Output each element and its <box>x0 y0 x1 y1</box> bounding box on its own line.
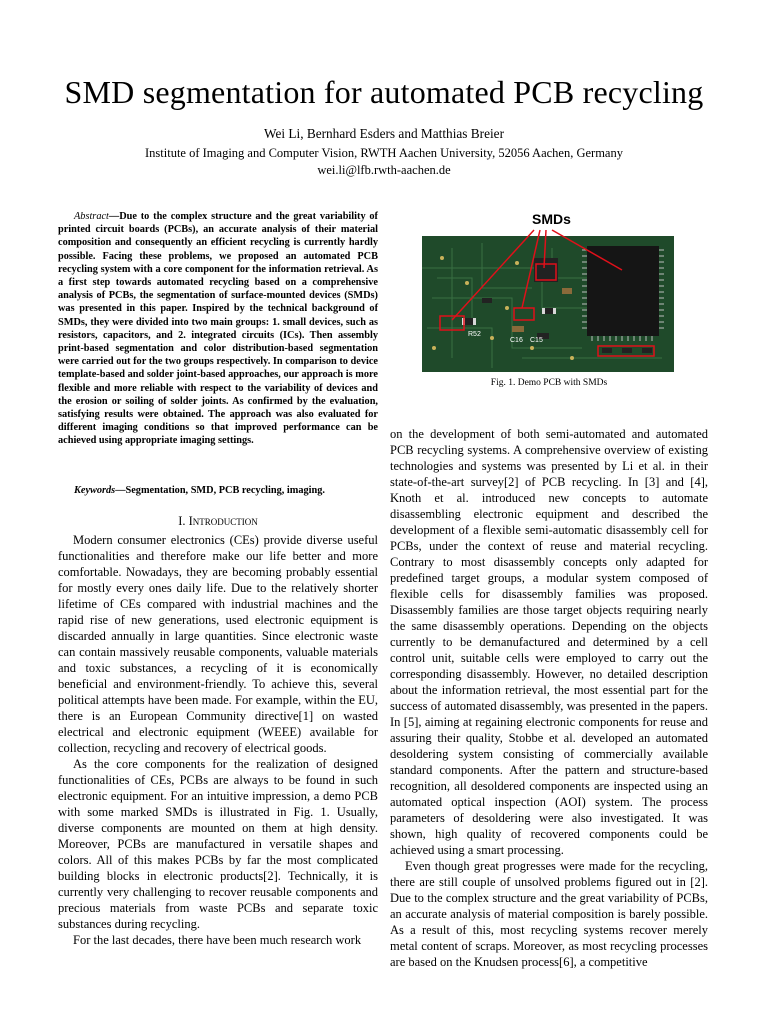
abstract <box>58 210 378 448</box>
paragraph: As the core components for the realization of designed functionalities of CEs, PCBs are always to be found in such electronic equipment. For an intuitive impression, a demo PCB with some marked SMDs is illustrated in Fig. 1. Usually, diverse components are mounted on them at high density. Moreover, PCBs are manufactured in versatile shapes and colors. All of this makes PCBs by far the most complicated building blocks in electronic products[2]. Technically, it is currently very challenging to recover reusable components and precious materials from waste PCBs and separate toxic substances during recycling. <box>58 757 378 931</box>
paragraph: Modern consumer electronics (CEs) provide diverse useful functionalities and therefore make our life better and more comfortable. Nowadays, they are becoming probably essential for mostly every ones daily life. Due to the relatively shorter lifetime of CEs compared with industrial machines and the rapid rise of new generations, used electronic equipment is discarded annually in large quantities. Since electronic waste can contain massively reusable components, valuable materials and toxic substances, a recycling of it is economically beneficial and environment-friendly. To achieve this, several political attempts have been made. For example, within the EU, there is an European Community directive[1] on wasted electrical and electronic equipment (WEEE) available for collection, recycling and recovery of electrical goods. <box>58 533 378 755</box>
paragraph: For the last decades, there have been much research work <box>73 933 362 947</box>
keywords <box>58 484 378 497</box>
ic-chip <box>587 246 659 336</box>
keywords-text: —Segmentation, SMD, PCB recycling, imaging. <box>115 485 325 496</box>
paper-email: wei.li@lfb.rwth-aachen.de <box>317 163 451 177</box>
pcb-silk-c15: C15 <box>530 337 543 344</box>
paper-title: SMD segmentation for automated PCB recycling <box>64 74 704 110</box>
keywords-lead: Keywords <box>74 485 116 496</box>
section-title: Introduction <box>188 514 258 528</box>
figure-1 <box>422 208 674 372</box>
section-heading-introduction <box>58 513 378 529</box>
figure-caption: Fig. 1. Demo PCB with SMDs <box>490 378 608 388</box>
abstract-text: —Due to the complex structure and the great variability of printed circuit boards (PCBs), an accurate analysis of their material composition and consequently an efficient recycling is currently hardly possible. Facing these problems, we proposed an automated PCB recycling system with a core component for the information retrieval. As a first step towards automated recycling based on a comprehensive analysis of PCBs, the segmentation of surface-mounted devices (SMDs) was presented in this paper. Inspired by the technical background of SMDs, they were divided into two main groups: 1. small devices, such as resistors, capacitors, and 2. integrated circuits (ICs). Then assembly print-based segmentation and color distribution-based segmentation were carried out for the two groups respectively. In comparison to device template-based and solder joint-based approaches, our approach is more flexible and more reliable with respect to the variability of devices and the erosion or soiling of solder joints. As confirmed by the evaluation, satisfying results were obtained. The approach was also evaluated for different imaging conditions so that improved performance can be achieved using appropriate imaging settings. <box>58 211 378 447</box>
right-column-body <box>390 426 708 970</box>
paragraph: on the development of both semi-automated and automated PCB recycling systems. A comprehensive overview of existing technologies and systems was presented by Li et al. in their state-of-the-art survey[2] of PCB recycling. In [3] and [4], Knoth et al. introduced new concepts to automate disassembling electronic equipment and described the development of a flexible semi-automatic disassembly cell for PCBs, under the context of reuse and material recycling. Contrary to most disassembly concepts only adapted for predefined target groups, a modular system composed of flexible cells for disassembly families was proposed. Disassembly families are those target objects requiring nearly the same disassembly operations. Depending on the objects currently to be demanufactured and determined by a cell control unit, suitable cells were employed to carry out the corresponding disassembly. However, no detailed description about the information retrieval, the most essential part for the success of automated disassembly, was presented in the papers. In [5], aiming at regaining electronic components for reuse and assuring their quality, Stobbe et al. developed an automated desoldering system consisting of commercially available standard components. After the pattern and structure-based recognition, all desoldered components are inspected using an automated optical inspection (AOI) system. The process parameters of desoldering were also investigated. It was shown, high quality of recovered components could be achieved using a smart processing. <box>390 427 708 857</box>
section-number: I. <box>178 514 189 528</box>
left-column-body <box>58 532 378 948</box>
paper-affiliation: Institute of Imaging and Computer Vision, RWTH Aachen University, 52056 Aachen, Germany <box>145 146 623 160</box>
paragraph: Even though great progresses were made for the recycling, there are still couple of unsolved problems figured out in [2]. Due to the complex structure and the great variability of PCBs, an accurate analysis of material composition is barely possible. As a result of this, most recycling systems recover merely metal content of scraps. Moreover, as most recycling processes are based on the Knudsen process[6], a competitive <box>390 859 708 969</box>
pcb-image <box>422 208 674 372</box>
paper-authors: Wei Li, Bernhard Esders and Matthias Breier <box>263 126 505 141</box>
small-ic <box>534 258 558 282</box>
pcb-silk-r52: R52 <box>468 331 481 338</box>
smds-label: SMDs <box>532 211 571 227</box>
abstract-lead: Abstract <box>74 211 109 222</box>
pcb-silk-c16: C16 <box>510 337 523 344</box>
